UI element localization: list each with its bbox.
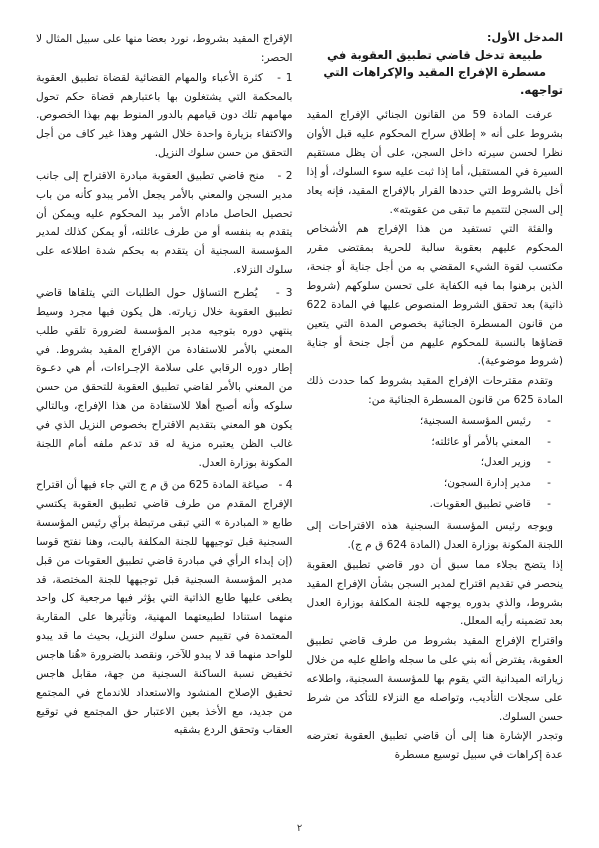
item-text: صياغة المادة 625 من ق م ج التي جاء فيها أن اقتراح الإفراج المقدم من طرف قاضي تطبيق العقوبة يكتسي طابع « المبادرة » التي تبقى مرتبطة برأي رئيس المؤسسة السجنية قبل توجيهها للجنة المكلفة بالبت، وهنا نفتح قوسا (إن إبداء الرأي في مبادرة قاضي تطبيق العقوبات من قبل مدير المؤسسة السجنية قبل توجيهها للجنة المختصة، قد يطغى عليها طابع الذاتية التي يؤثر فيها مرجعية كل واحد منهما استنادا لطبيعتهما المهنية، وتأثيرها على المقاربة المعتمدة في تقييم حسن سلوك النزيل، بحيث ما قد يبدو للواحد منهما قد لا يبدو للآخر، ونقصد بالضرورة «هُنا هاجس تخفيض نسبة الساكنة السجنية من جهة، مقابل هاجس تحقيق الإصلاح المنشود والاستعداد للاندماج في المجتمع من جديد، مع الأخذ بعين الاعتبار حق المجتمع في توقيع العقاب وتحقق الردع بشقيه bbox=[36, 479, 293, 737]
item-number: 2 - bbox=[268, 169, 293, 182]
paragraph-3: وتقدم مقترحات الإفراج المقيد بشروط كما حددت ذلك المادة 625 من قانون المسطرة الجنائية من: bbox=[306, 375, 563, 407]
paragraph-4: ويوجه رئيس المؤسسة السجنية هذه الاقتراحات إلى اللجنة المكونة بوزارة العدل (المادة 624 ق م ج). bbox=[306, 520, 563, 552]
section-heading bbox=[307, 30, 564, 100]
item-number: 3 - bbox=[263, 286, 293, 299]
list-item: - رئيس المؤسسة السجنية؛ bbox=[307, 411, 542, 432]
item-text: يُطرح التساؤل حول الطلبات التي يتلقاها قاضي تطبيق العقوبة خلال زيارته. هل يكون فيها مجرد وسيط ينتهي دوره بتوجيه مدير المؤسسة لضرورة تلقي طلب المعني بالأمر للاستفادة من الإفراج المقيد بشروط. في إطار دوره الرقابي على سلامة الإجـراءات، أم هي دعـوة من المعني بالأمر لقاضي تطبيق العقوبة للتحقق من حسن سلوكه وأنه أصبح أهلا للاستفادة من هذا الإفراج، وبالتالي يكون هو المعني بتقديم الاقتراح بخصوص النزيل الذي في غالب الظن يعتبره مزية له قد تدعم ملفه أمام اللجنة المكونة بوزارة العدل. bbox=[36, 286, 293, 469]
list-dash: - bbox=[547, 414, 551, 427]
item-number: 1 - bbox=[267, 71, 293, 84]
section-title: طبيعة تدخل قاضي تطبيق العقوبة في مسطرة الإفراج المقيد والإكراهات التي تواجهه. bbox=[323, 47, 563, 98]
list-dash: - bbox=[547, 497, 551, 510]
paragraph-6: واقتراح الإفراج المقيد بشروط من طرف قاضي تطبيق العقوبة، يفترض أنه بني على ما سجله واطلع عليه من خلال زياراته الميدانية التي يقوم بها للمؤسسة السجنية، واطلاعه على سجلات التأديب، وتواصله مع النزلاء للتأكد من شرط حسن السلوك. bbox=[306, 635, 563, 723]
paragraph-7: وتجدر الإشارة هنا إلى أن قاضي تطبيق العقوبة تعترضه عدة إكراهات في سبيل توسيع مسطرة bbox=[306, 730, 563, 762]
constraint-item-1 bbox=[36, 69, 293, 163]
paragraph-5: إذا يتضح بجلاء مما سبق أن دور قاضي تطبيق العقوبة ينحصر في تقديم اقتراح لمدير السجن بشأن الإفراج المقيد بشروط، والذي بدوره يوجهه للجنة المكلفة بوزارة العدل بعد تضمينه رأيه المعلل. bbox=[306, 558, 563, 628]
item-text: كثرة الأعباء والمهام القضائية لقضاة تطبيق العقوبة بالمحكمة التي يشتغلون بها باعتبارهم قضاة حكم تحول مهامهم تلك دون قيامهم بالدور المنوط بهم بهذا الخصوص. والاكتفاء بزيارة واحدة خلال الشهر وهذا غير كاف من أجل التحقق من حسن سلوك النزيل. bbox=[36, 71, 293, 160]
list-item: - وزير العدل؛ bbox=[307, 452, 542, 473]
list-item: - مدير إدارة السجون؛ bbox=[307, 473, 542, 494]
list-dash: - bbox=[547, 456, 551, 469]
constraint-item-3 bbox=[36, 284, 293, 472]
proposers-list bbox=[307, 411, 564, 514]
constraint-item-2 bbox=[36, 167, 293, 280]
list-item: - المعني بالأمر أو عائلته؛ bbox=[307, 432, 542, 453]
constraint-item-4 bbox=[36, 476, 293, 740]
item-number: 4 - bbox=[271, 479, 293, 492]
paragraph-2: والفئة التي تستفيد من هذا الإفراج هم الأشخاص المحكوم عليهم بعقوبة سالبة للحرية بمقتضى مقرر مكتسب لقوة الشيء المقضي به من أجل جناية أو جنحة، الذين برهنوا بما فيه الكفاية على تحسن سلوكهم (شروط ذاتية) بعد تحقق الشروط المنصوص عليها في المادة 622 من قانون المسطرة الجنائية بخصوص المدة التي يتعين قضاؤها بالنسبة للمحكوم عليهم من أجل جنحة أو جناية (شروط موضوعية). bbox=[306, 223, 563, 368]
page-number: ٢ bbox=[296, 823, 303, 834]
section-kicker: المدخل الأول: bbox=[487, 31, 563, 44]
document-page bbox=[36, 30, 563, 808]
list-dash: - bbox=[547, 435, 551, 448]
item-text: منح قاضي تطبيق العقوبة مبادرة الاقتراح إلى جانب مدير السجن والمعني بالأمر يجعل الأمر يبدو كأنه من باب تحصيل الحاصل مادام الأمر بيد المحكوم عليه ويمكن أن يتقدم به بنفسه أو من طرف عائلته، أو يمكن كذلك لمدير المؤسسة السجنية أن يتقدم به بحكم شدة اطلاعه على سلوك النزلاء. bbox=[36, 169, 293, 277]
constraints-intro: الإفراج المقيد بشروط، نورد بعضا منها على سبيل المثال لا الحصر: bbox=[36, 33, 293, 64]
right-column bbox=[307, 30, 564, 808]
paragraph-1: عرفت المادة 59 من القانون الجنائي الإفراج المقيد بشروط على أنه « إطلاق سراح المحكوم عليه قبل الأوان نظرا لحسن سيرته داخل السجن، على أن يظل مستقيم السيرة في المستقبل، أما إذا ثبت عليه سوء السلوك، أو إذا أخل بالشروط التي حددها القرار بالإفراج المقيد، فإنه يعاد إلى السجن لتتميم ما تبقى من عقوبته». bbox=[306, 109, 563, 216]
list-item: - قاضي تطبيق العقوبات. bbox=[307, 494, 542, 515]
list-dash: - bbox=[547, 476, 551, 489]
left-column bbox=[36, 30, 293, 808]
